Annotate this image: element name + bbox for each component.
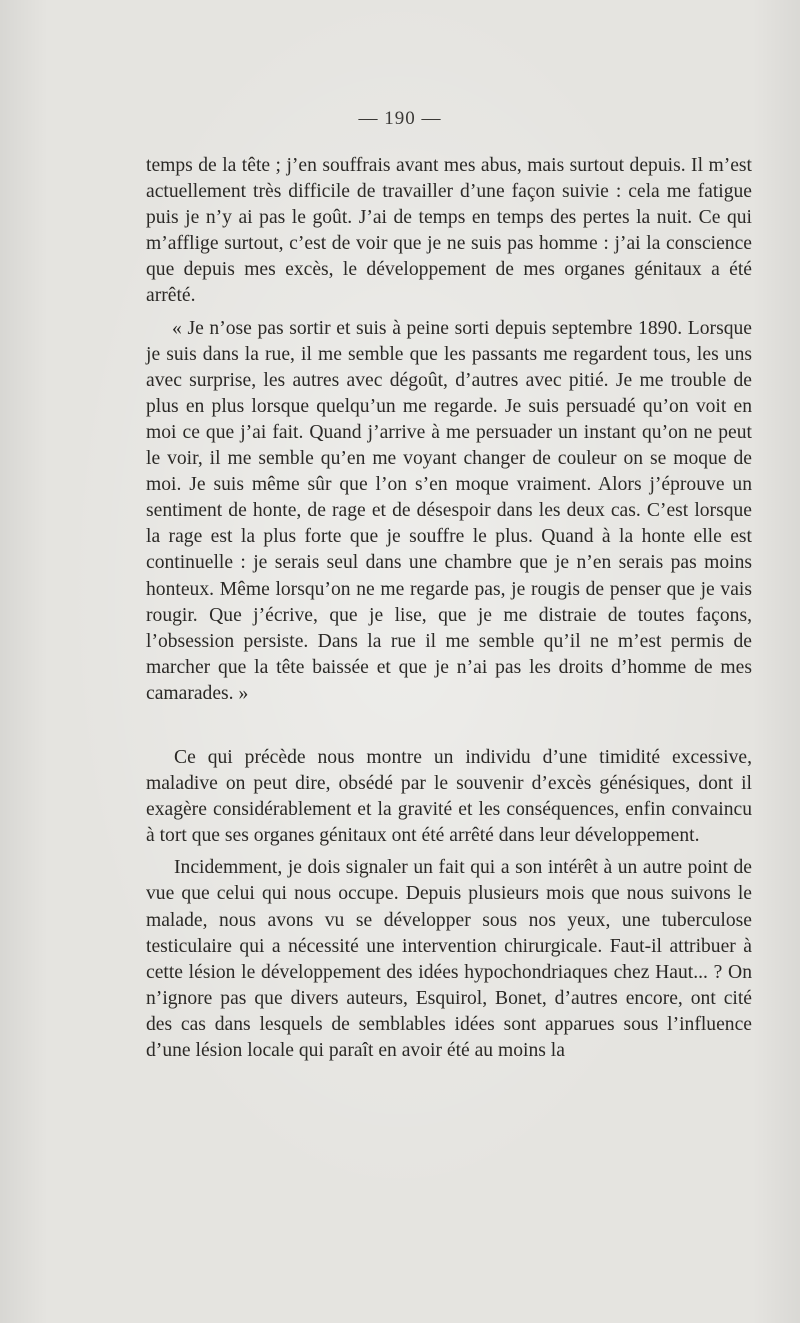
paragraph-incidental-note: Incidemment, je dois signaler un fait qui a son intérêt à un autre point de vue que celui qui nous occupe. Depuis plusieurs mois que nous suivons le malade, nous avons vu se développer sous nos yeux, une tuberculose testiculaire qui a nécessité une intervention chirurgicale. Faut-il attribuer à cette lésion le développement des idées hypochondriaques chez Haut... ? On n’ignore pas que divers auteurs, Esquirol, Bonet, d’autres encore, ont cité des cas dans lesquels de semblables idées sont apparues sous l’influence d’une lésion locale qui paraît en avoir été au moins la bbox=[146, 857, 752, 1061]
page-number: — 190 — bbox=[358, 108, 442, 129]
body-text bbox=[146, 153, 752, 1064]
paragraph-continuation: temps de la tête ; j’en souffrais avant mes abus, mais surtout depuis. Il m’est actuellement très difficile de travailler d’une façon suivie : cela me fatigue puis je n’y ai pas le goût. J’ai de temps en temps des pertes la nuit. Ce qui m’afflige surtout, c’est de voir que je ne suis pas homme : j’ai la conscience que depuis mes excès, le développement de mes organes génitaux a été arrêté. bbox=[146, 155, 752, 307]
paragraph-quotation: « Je n’ose pas sortir et suis à peine sorti depuis septembre 1890. Lorsque je suis dans la rue, il me semble que les passants me regardent tous, les uns avec surprise, les autres avec dégoût, d’autres avec pitié. Je me trouble de plus en plus lorsque quelqu’un me regarde. Je suis persuadé qu’on voit en moi ce que j’ai fait. Quand j’arrive à me persuader un instant qu’on ne peut le voir, il me semble qu’en me voyant changer de couleur on se moque de moi. Je suis même sûr que l’on s’en moque vraiment. Alors j’éprouve un sentiment de honte, de rage et de désespoir dans les deux cas. C’est lorsque la rage est la plus forte que je souffre le plus. Quand à la honte elle est continuelle : je serais seul dans une chambre que je n’en serais pas moins honteux. Même lorsqu’on ne me regarde pas, je rougis de penser que je vais rougir. Que j’écrive, que je lise, que je me distraie de toutes façons, l’obsession persiste. Dans la rue il me semble qu’il ne m’est permis de marcher que la tête baissée et que je n’ai pas les droits d’homme de mes camarades. » bbox=[146, 317, 752, 704]
paragraph-commentary: Ce qui précède nous montre un individu d’une timidité excessive, maladive on peut dire, obsédé par le souvenir d’excès génésiques, dont il exagère considérablement et la gravité et les conséquences, enfin convaincu à tort que ses organes génitaux ont été arrêté dans leur développement. bbox=[146, 746, 752, 847]
